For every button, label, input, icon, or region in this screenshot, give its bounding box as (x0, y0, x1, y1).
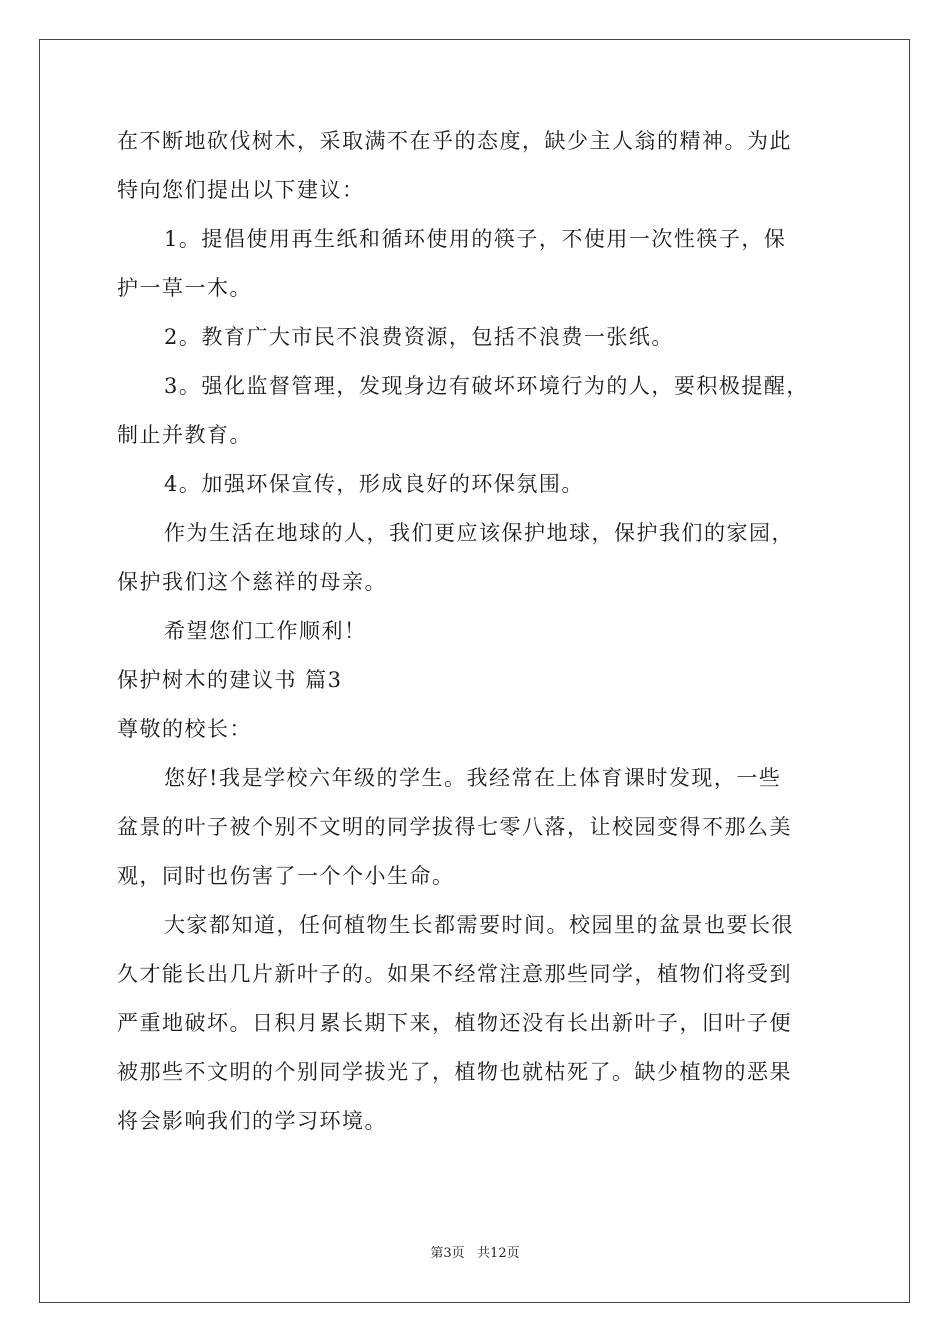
page-number: 第3页 共12页 (430, 1246, 520, 1261)
list-item-1: 1。提倡使用再生纸和循环使用的筷子，不使用一次性筷子，保 (164, 227, 787, 251)
list-item-2: 2。教育广大市民不浪费资源，包括不浪费一张纸。 (164, 325, 674, 349)
closing-line: 希望您们工作顺利！ (164, 619, 367, 643)
body-line: 被那些不文明的个别同学拔光了，植物也就枯死了。缺少植物的恶果 (117, 1060, 792, 1084)
body-line: 在不断地砍伐树木，采取满不在乎的态度，缺少主人翁的精神。为此 (117, 129, 792, 153)
salutation: 尊敬的校长： (117, 717, 252, 741)
paragraph-line: 作为生活在地球的人，我们更应该保护地球，保护我们的家园， (164, 521, 794, 545)
list-item-4: 4。加强环保宣传，形成良好的环保氛围。 (164, 472, 584, 496)
body-line: 严重地破坏。日积月累长期下来，植物还没有长出新叶子，旧叶子便 (117, 1011, 792, 1035)
body-line: 保护我们这个慈祥的母亲。 (117, 570, 387, 594)
body-line: 观，同时也伤害了一个个小生命。 (117, 864, 455, 888)
body-line: 护一草一木。 (117, 276, 252, 300)
paragraph-line: 您好!我是学校六年级的学生。我经常在上体育课时发现，一些 (164, 766, 782, 790)
body-line: 特向您们提出以下建议： (117, 178, 365, 202)
paragraph-line: 大家都知道，任何植物生长都需要时间。校园里的盆景也要长很 (164, 913, 794, 937)
body-line: 久才能长出几片新叶子的。如果不经常注意那些同学，植物们将受到 (117, 962, 792, 986)
body-line: 盆景的叶子被个别不文明的同学拔得七零八落，让校园变得不那么美 (117, 815, 792, 839)
list-item-3: 3。强化监督管理，发现身边有破坏环境行为的人，要积极提醒， (164, 374, 809, 398)
body-line: 将会影响我们的学习环境。 (117, 1109, 387, 1133)
section-title: 保护树木的建议书 篇3 (117, 668, 343, 692)
body-line: 制止并教育。 (117, 423, 252, 447)
